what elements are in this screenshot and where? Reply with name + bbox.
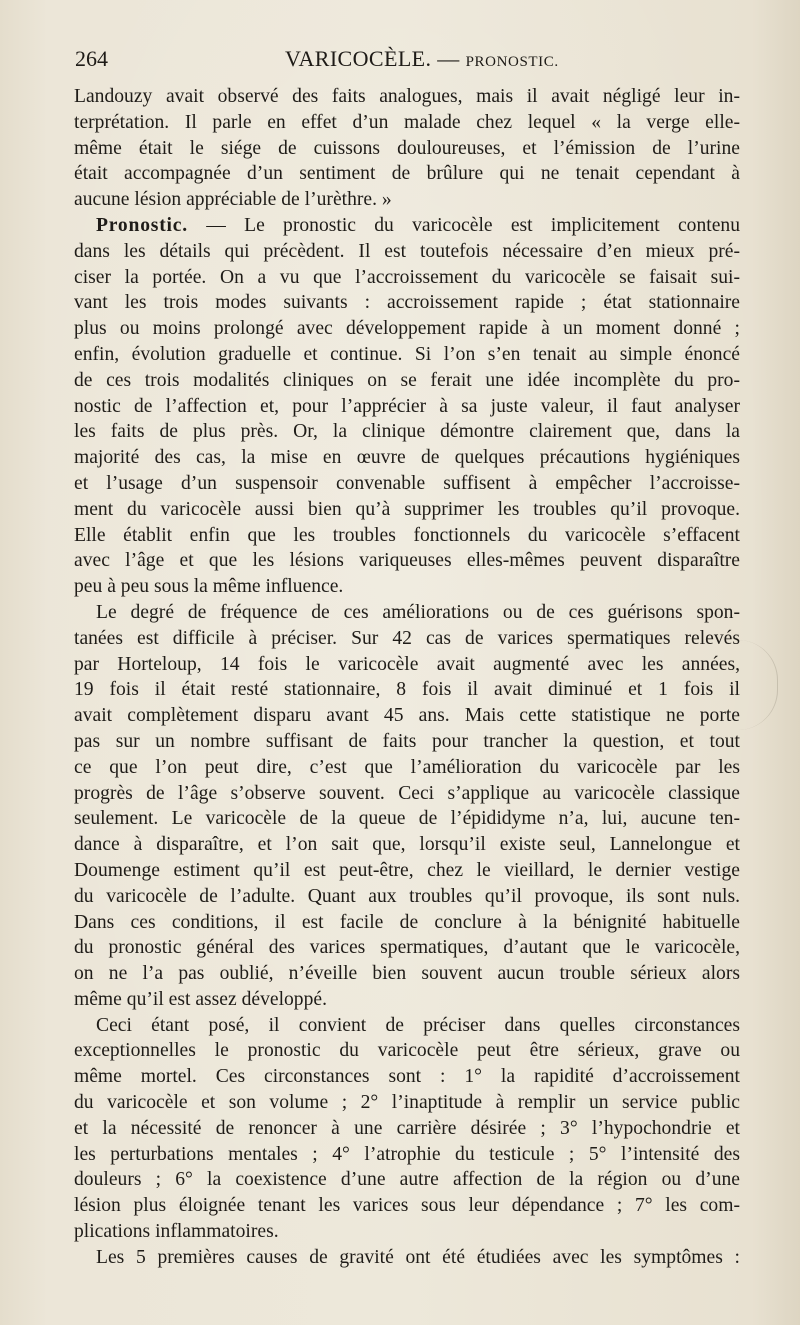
text-line: Doumenge estiment qu’il est peut-être, chez le vieillard, le dernier vestige — [74, 859, 740, 881]
paragraph-pronostic — [74, 213, 740, 600]
text-line: même qu’il est assez développé. — [74, 988, 327, 1010]
page-number: 264 — [75, 46, 108, 71]
text-line: pas sur un nombre suffisant de faits pour trancher la question, et tout — [74, 730, 740, 752]
text-line: Elle établit enfin que les troubles fonctionnels du varicocèle s’effacent — [74, 524, 740, 546]
text-line: plus ou moins prolongé avec développement rapide à un moment donné ; — [74, 318, 740, 340]
text-line: plications inflammatoires. — [74, 1221, 279, 1243]
text-line: même était le siége de cuissons douloureuses, et l’émission de l’urine — [74, 137, 740, 159]
running-title-subtitle: PRONOSTIC. — [465, 54, 559, 70]
text-line: était accompagnée d’un sentiment de brûlure qui ne tenait cependant à — [74, 163, 740, 185]
text-line: Ceci étant posé, il convient de préciser dans quelles circonstances — [96, 1014, 740, 1036]
text-line: et l’usage d’un suspensoir convenable suffisent à empêcher l’accroisse- — [74, 472, 740, 494]
text-line: majorité des cas, la mise en œuvre de quelques précautions hygiéniques — [74, 447, 740, 469]
text-line: ment du varicocèle aussi bien qu’à supprimer les troubles qu’il provoque. — [74, 498, 740, 520]
text-line: du varicocèle et son volume ; 2° l’inaptitude à remplir un service public — [74, 1092, 740, 1114]
text-line: lésion plus éloignée tenant les varices sous leur dépendance ; 7° les com- — [74, 1195, 740, 1217]
text-line: on ne l’a pas oublié, n’éveille bien souvent aucun trouble sérieux alors — [74, 963, 740, 985]
text-line: terprétation. Il parle en effet d’un malade chez lequel « la verge elle- — [74, 111, 740, 133]
text-line: peu à peu sous la même influence. — [74, 576, 344, 598]
page-edge-mark — [737, 640, 778, 730]
text-line: dance à disparaître, et l’on sait que, lorsqu’il existe seul, Lannelongue et — [74, 834, 740, 856]
text-line: dans les détails qui précèdent. Il est toutefois nécessaire d’en mieux pré- — [74, 240, 740, 262]
running-title-dash: — — [437, 46, 460, 71]
running-title-main: VARICOCÈLE. — [285, 46, 432, 71]
text-line: vant les trois modes suivants : accroissement rapide ; état stationnaire — [74, 292, 740, 314]
text-line: nostic de l’affection et, pour l’apprécier à sa juste valeur, il faut analyser — [74, 395, 740, 417]
text-line: du varicocèle de l’adulte. Quant aux troubles qu’il provoque, ils sont nuls. — [74, 885, 740, 907]
text-line: exceptionnelles le pronostic du varicocèle peut être sérieux, grave ou — [74, 1040, 740, 1062]
paragraph-3 — [74, 600, 740, 1013]
text-line: avait complètement disparu avant 45 ans. Mais cette statistique ne porte — [74, 705, 740, 727]
text-line: Le degré de fréquence de ces améliorations ou de ces guérisons spon- — [96, 601, 740, 623]
paragraph-4 — [74, 1013, 740, 1245]
running-title — [285, 44, 559, 77]
text-line: et la nécessité de renoncer à une carrière désirée ; 3° l’hypochondrie et — [74, 1117, 740, 1139]
text-line: 19 fois il était resté stationnaire, 8 fois il avait diminué et 1 fois il — [74, 679, 740, 701]
section-title-continuation: — Le pronostic du varicocèle est implicitement contenu — [188, 214, 740, 236]
text-line: même mortel. Ces circonstances sont : 1° la rapidité d’accroissement — [74, 1066, 740, 1088]
text-line: enfin, évolution graduelle et continue. Si l’on s’en tenait au simple énoncé — [74, 343, 740, 365]
text-line: tanées est difficile à préciser. Sur 42 cas de varices spermatiques relevés — [74, 627, 740, 649]
body-text — [74, 84, 740, 1271]
text-line: aucune lésion appréciable de l’urèthre. » — [74, 189, 392, 211]
paragraph-1 — [74, 84, 740, 213]
text-line: seulement. Le varicocèle de la queue de l’épididyme n’a, lui, aucune ten- — [74, 808, 740, 830]
text-line: Dans ces conditions, il est facile de conclure à la bénignité habituelle — [74, 911, 740, 933]
text-line: Les 5 premières causes de gravité ont été étudiées avec les symptômes : — [96, 1246, 740, 1268]
text-line: les faits de plus près. Or, la clinique démontre clairement que, dans la — [74, 421, 740, 443]
page-header — [75, 44, 740, 78]
text-line: du pronostic général des varices spermatiques, d’autant que le varicocèle, — [74, 937, 740, 959]
text-line: les perturbations mentales ; 4° l’atrophie du testicule ; 5° l’intensité des — [74, 1143, 740, 1165]
text-line: Landouzy avait observé des faits analogues, mais il avait négligé leur in- — [74, 86, 740, 107]
text-line: de ces trois modalités cliniques on se ferait une idée incomplète du pro- — [74, 369, 740, 391]
text-line: ciser la portée. On a vu que l’accroissement du varicocèle se faisait sui- — [74, 266, 740, 288]
text-line: avec l’âge et que les lésions variqueuses elles-mêmes peuvent disparaître — [74, 550, 740, 572]
text-line: douleurs ; 6° la coexistence d’une autre affection de la région ou d’une — [74, 1169, 740, 1191]
section-title: Pronostic. — [96, 214, 188, 236]
text-line: par Horteloup, 14 fois le varicocèle avait augmenté avec les années, — [74, 653, 740, 675]
text-line: ce que l’on peut dire, c’est que l’amélioration du varicocèle par les — [74, 756, 740, 778]
paragraph-5 — [74, 1245, 740, 1271]
text-line: progrès de l’âge s’observe souvent. Ceci s’applique au varicocèle classique — [74, 782, 740, 804]
text-line — [74, 213, 740, 239]
